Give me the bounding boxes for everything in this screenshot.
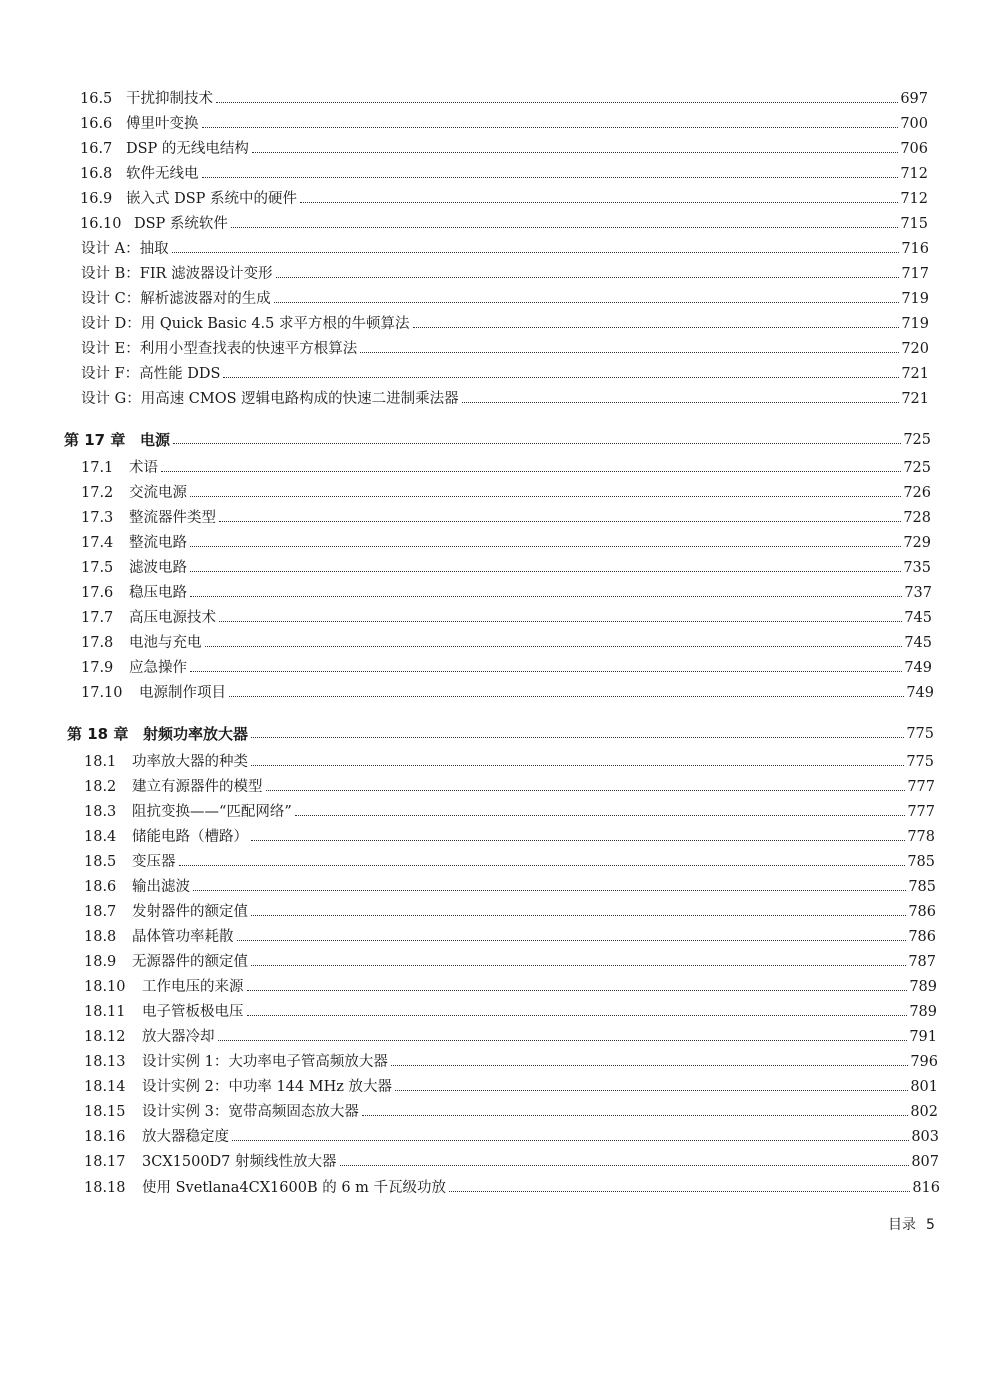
page-number: 725 <box>903 432 931 448</box>
page-number: 775 <box>906 726 934 742</box>
leader-dots <box>219 517 901 522</box>
toc-entry <box>80 161 928 183</box>
leader-dots <box>360 348 899 353</box>
toc-entry <box>84 1074 938 1096</box>
section-title: 设计 A：抽取 <box>81 241 169 257</box>
toc-entry <box>84 1149 939 1171</box>
page-number: 816 <box>912 1180 940 1196</box>
toc-entry <box>84 874 936 896</box>
section-title: 输出滤波 <box>132 879 190 895</box>
section-title: 高压电源技术 <box>129 610 216 626</box>
page-number: 789 <box>909 979 937 995</box>
section-number: 16.9 <box>80 191 113 207</box>
toc-entry <box>81 480 931 502</box>
page-number: 786 <box>908 904 936 920</box>
leader-dots <box>340 1161 910 1166</box>
page-number: 786 <box>908 929 936 945</box>
leader-dots <box>190 492 901 497</box>
chapter-title: 电源 <box>140 431 171 449</box>
section-number: 18.13 <box>84 1054 126 1070</box>
section-number: 18.14 <box>84 1079 126 1095</box>
toc-entry <box>81 605 932 627</box>
section-number: 17.1 <box>81 460 114 476</box>
page-number: 717 <box>901 266 929 282</box>
page-number: 700 <box>900 116 928 132</box>
page-number: 807 <box>911 1154 939 1170</box>
section-number: 17.7 <box>81 610 114 626</box>
section-number: 17.3 <box>81 510 114 526</box>
chapter-title: 射频功率放大器 <box>143 725 249 743</box>
page-number: 728 <box>903 510 931 526</box>
toc-entry <box>84 899 936 921</box>
toc-entry <box>84 924 936 946</box>
page-number: 749 <box>904 660 932 676</box>
leader-dots <box>190 567 901 572</box>
section-number: 18.3 <box>84 804 117 820</box>
page-number: 716 <box>901 241 929 257</box>
leader-dots <box>274 298 900 303</box>
chapter-number: 第 18 章 <box>67 725 129 743</box>
page-number: 802 <box>910 1104 938 1120</box>
section-number: 16.6 <box>80 116 113 132</box>
toc-entry <box>84 1175 940 1197</box>
page-number: 715 <box>900 216 928 232</box>
toc-entry <box>81 555 931 577</box>
section-number: 18.8 <box>84 929 117 945</box>
section-number: 18.2 <box>84 779 117 795</box>
toc-entry <box>81 680 934 702</box>
section-number: 18.15 <box>84 1104 126 1120</box>
toc-entry <box>81 655 932 677</box>
section-title: 无源器件的额定值 <box>132 954 248 970</box>
page-number: 777 <box>907 804 935 820</box>
section-title: 阻抗变换——“匹配网络” <box>132 804 292 820</box>
page-number: 712 <box>900 166 928 182</box>
leader-dots <box>247 986 908 991</box>
section-title: 稳压电路 <box>129 585 187 601</box>
section-title: 工作电压的来源 <box>142 979 244 995</box>
page-number: 796 <box>910 1054 938 1070</box>
page-number: 787 <box>908 954 936 970</box>
page-number: 745 <box>904 635 932 651</box>
section-title: 嵌入式 DSP 系统中的硬件 <box>126 191 298 207</box>
leader-dots <box>295 811 905 816</box>
toc-entry <box>80 186 928 208</box>
page-number: 712 <box>900 191 928 207</box>
section-number: 16.10 <box>80 216 122 232</box>
section-title: 设计实例 2：中功率 144 MHz 放大器 <box>142 1079 392 1095</box>
toc-entry <box>84 774 935 796</box>
page-number: 719 <box>901 291 929 307</box>
leader-dots <box>362 1111 908 1116</box>
footer-section-label: 目录 <box>888 1217 916 1233</box>
section-title: 晶体管功率耗散 <box>132 929 234 945</box>
toc-entry <box>81 505 931 527</box>
section-title: 傅里叶变换 <box>126 116 199 132</box>
page-footer <box>888 1214 935 1234</box>
toc-entry <box>81 630 932 652</box>
section-title: 设计实例 1：大功率电子管高频放大器 <box>142 1054 388 1070</box>
section-number: 18.1 <box>84 754 117 770</box>
page-number: 726 <box>903 485 931 501</box>
toc-entry <box>84 749 934 771</box>
section-title: 变压器 <box>132 854 176 870</box>
page-number: 721 <box>901 366 929 382</box>
leader-dots <box>251 761 904 766</box>
page-number: 721 <box>901 391 929 407</box>
section-number: 17.4 <box>81 535 114 551</box>
leader-dots <box>202 123 899 128</box>
toc-entry <box>80 136 928 158</box>
section-number: 17.8 <box>81 635 114 651</box>
toc-chapter-entry <box>64 427 931 449</box>
section-number: 18.5 <box>84 854 117 870</box>
leader-dots <box>251 836 905 841</box>
section-title: DSP 的无线电结构 <box>126 141 249 157</box>
page-number: 785 <box>907 854 935 870</box>
page-number: 706 <box>900 141 928 157</box>
toc-entry <box>84 1024 937 1046</box>
leader-dots <box>190 542 901 547</box>
toc-entry <box>81 286 929 308</box>
section-title: 功率放大器的种类 <box>132 754 248 770</box>
toc-entry <box>81 236 929 258</box>
leader-dots <box>247 1011 908 1016</box>
section-title: 建立有源器件的模型 <box>132 779 263 795</box>
toc-entry <box>84 799 935 821</box>
section-title: 设计实例 3：宽带高频固态放大器 <box>142 1104 359 1120</box>
section-number: 17.5 <box>81 560 114 576</box>
page-number: 725 <box>903 460 931 476</box>
page-number: 775 <box>906 754 934 770</box>
section-number: 18.6 <box>84 879 117 895</box>
page-number: 697 <box>900 91 928 107</box>
toc-entry <box>84 849 935 871</box>
page-number: 789 <box>909 1004 937 1020</box>
section-number: 18.10 <box>84 979 126 995</box>
section-number: 18.4 <box>84 829 117 845</box>
leader-dots <box>231 223 898 228</box>
section-title: 设计 G：用高速 CMOS 逻辑电路构成的快速二进制乘法器 <box>81 391 459 407</box>
section-number: 18.7 <box>84 904 117 920</box>
section-number: 17.10 <box>81 685 123 701</box>
section-title: 整流器件类型 <box>129 510 216 526</box>
leader-dots <box>462 398 900 403</box>
section-title: 电池与充电 <box>129 635 202 651</box>
toc-entry <box>81 311 929 333</box>
leader-dots <box>251 961 906 966</box>
leader-dots <box>205 642 903 647</box>
toc-entry <box>84 1124 939 1146</box>
page-number: 720 <box>901 341 929 357</box>
toc-entry <box>84 1049 938 1071</box>
leader-dots <box>266 786 906 791</box>
page-number: 791 <box>909 1029 937 1045</box>
section-number: 16.7 <box>80 141 113 157</box>
page-number: 749 <box>906 685 934 701</box>
leader-dots <box>237 936 907 941</box>
toc-chapter-entry <box>67 721 934 743</box>
section-number: 18.9 <box>84 954 117 970</box>
leader-dots <box>219 617 902 622</box>
section-title: DSP 系统软件 <box>134 216 228 232</box>
section-title: 设计 C：解析滤波器对的生成 <box>81 291 271 307</box>
section-number: 18.17 <box>84 1154 126 1170</box>
section-title: 设计 D：用 Quick Basic 4.5 求平方根的牛顿算法 <box>81 316 410 332</box>
leader-dots <box>232 1136 909 1141</box>
toc-entry <box>81 455 931 477</box>
section-title: 滤波电路 <box>129 560 187 576</box>
page-number: 803 <box>911 1129 939 1145</box>
section-title: 整流电路 <box>129 535 187 551</box>
leader-dots <box>216 98 898 103</box>
chapter-number: 第 17 章 <box>64 431 126 449</box>
section-number: 18.18 <box>84 1180 126 1196</box>
leader-dots <box>449 1187 910 1192</box>
leader-dots <box>173 439 901 444</box>
toc-entry <box>84 974 937 996</box>
toc-entry <box>84 824 935 846</box>
leader-dots <box>172 248 900 253</box>
page-number: 745 <box>904 610 932 626</box>
section-title: 3CX1500D7 射频线性放大器 <box>142 1154 337 1170</box>
page-number: 729 <box>903 535 931 551</box>
toc-entry <box>84 949 936 971</box>
leader-dots <box>251 911 906 916</box>
leader-dots <box>229 692 904 697</box>
leader-dots <box>395 1086 908 1091</box>
leader-dots <box>223 373 899 378</box>
leader-dots <box>251 733 904 738</box>
leader-dots <box>391 1061 908 1066</box>
toc-entry <box>81 261 929 283</box>
section-number: 16.8 <box>80 166 113 182</box>
section-number: 16.5 <box>80 91 113 107</box>
section-title: 设计 E：利用小型查找表的快速平方根算法 <box>81 341 358 357</box>
leader-dots <box>300 198 898 203</box>
page-number: 719 <box>901 316 929 332</box>
section-title: 放大器稳定度 <box>142 1129 229 1145</box>
page-number: 778 <box>907 829 935 845</box>
page-number: 777 <box>907 779 935 795</box>
toc-entry <box>84 999 937 1021</box>
toc-entry <box>81 386 929 408</box>
page-number: 801 <box>910 1079 938 1095</box>
section-title: 软件无线电 <box>126 166 199 182</box>
section-title: 交流电源 <box>129 485 187 501</box>
section-number: 18.11 <box>84 1004 126 1020</box>
page-number: 737 <box>904 585 932 601</box>
section-title: 干扰抑制技术 <box>126 91 213 107</box>
page-number: 735 <box>903 560 931 576</box>
section-title: 电源制作项目 <box>139 685 226 701</box>
section-title: 应急操作 <box>129 660 187 676</box>
toc-entry <box>81 530 931 552</box>
section-number: 17.2 <box>81 485 114 501</box>
section-title: 储能电路（槽路） <box>132 829 248 845</box>
section-title: 电子管板极电压 <box>142 1004 244 1020</box>
section-number: 17.9 <box>81 660 114 676</box>
toc-entry <box>80 211 928 233</box>
footer-page-number: 5 <box>926 1217 935 1233</box>
section-title: 设计 F：高性能 DDS <box>81 366 221 382</box>
section-number: 18.16 <box>84 1129 126 1145</box>
leader-dots <box>413 323 900 328</box>
section-title: 放大器冷却 <box>142 1029 215 1045</box>
toc-entry <box>81 336 929 358</box>
leader-dots <box>161 467 901 472</box>
leader-dots <box>218 1036 908 1041</box>
section-title: 使用 Svetlana4CX1600B 的 6 m 千瓦级功放 <box>142 1180 447 1196</box>
toc-entry <box>80 111 928 133</box>
section-number: 17.6 <box>81 585 114 601</box>
leader-dots <box>252 148 898 153</box>
section-title: 设计 B：FIR 滤波器设计变形 <box>81 266 273 282</box>
toc-entry <box>80 86 928 108</box>
leader-dots <box>190 592 902 597</box>
leader-dots <box>179 861 906 866</box>
section-title: 发射器件的额定值 <box>132 904 248 920</box>
leader-dots <box>276 273 900 278</box>
toc-entry <box>84 1099 938 1121</box>
toc-entry <box>81 580 932 602</box>
section-title: 术语 <box>129 460 158 476</box>
section-number: 18.12 <box>84 1029 126 1045</box>
page-number: 785 <box>908 879 936 895</box>
leader-dots <box>190 667 902 672</box>
leader-dots <box>193 886 906 891</box>
leader-dots <box>202 173 899 178</box>
toc-entry <box>81 361 929 383</box>
